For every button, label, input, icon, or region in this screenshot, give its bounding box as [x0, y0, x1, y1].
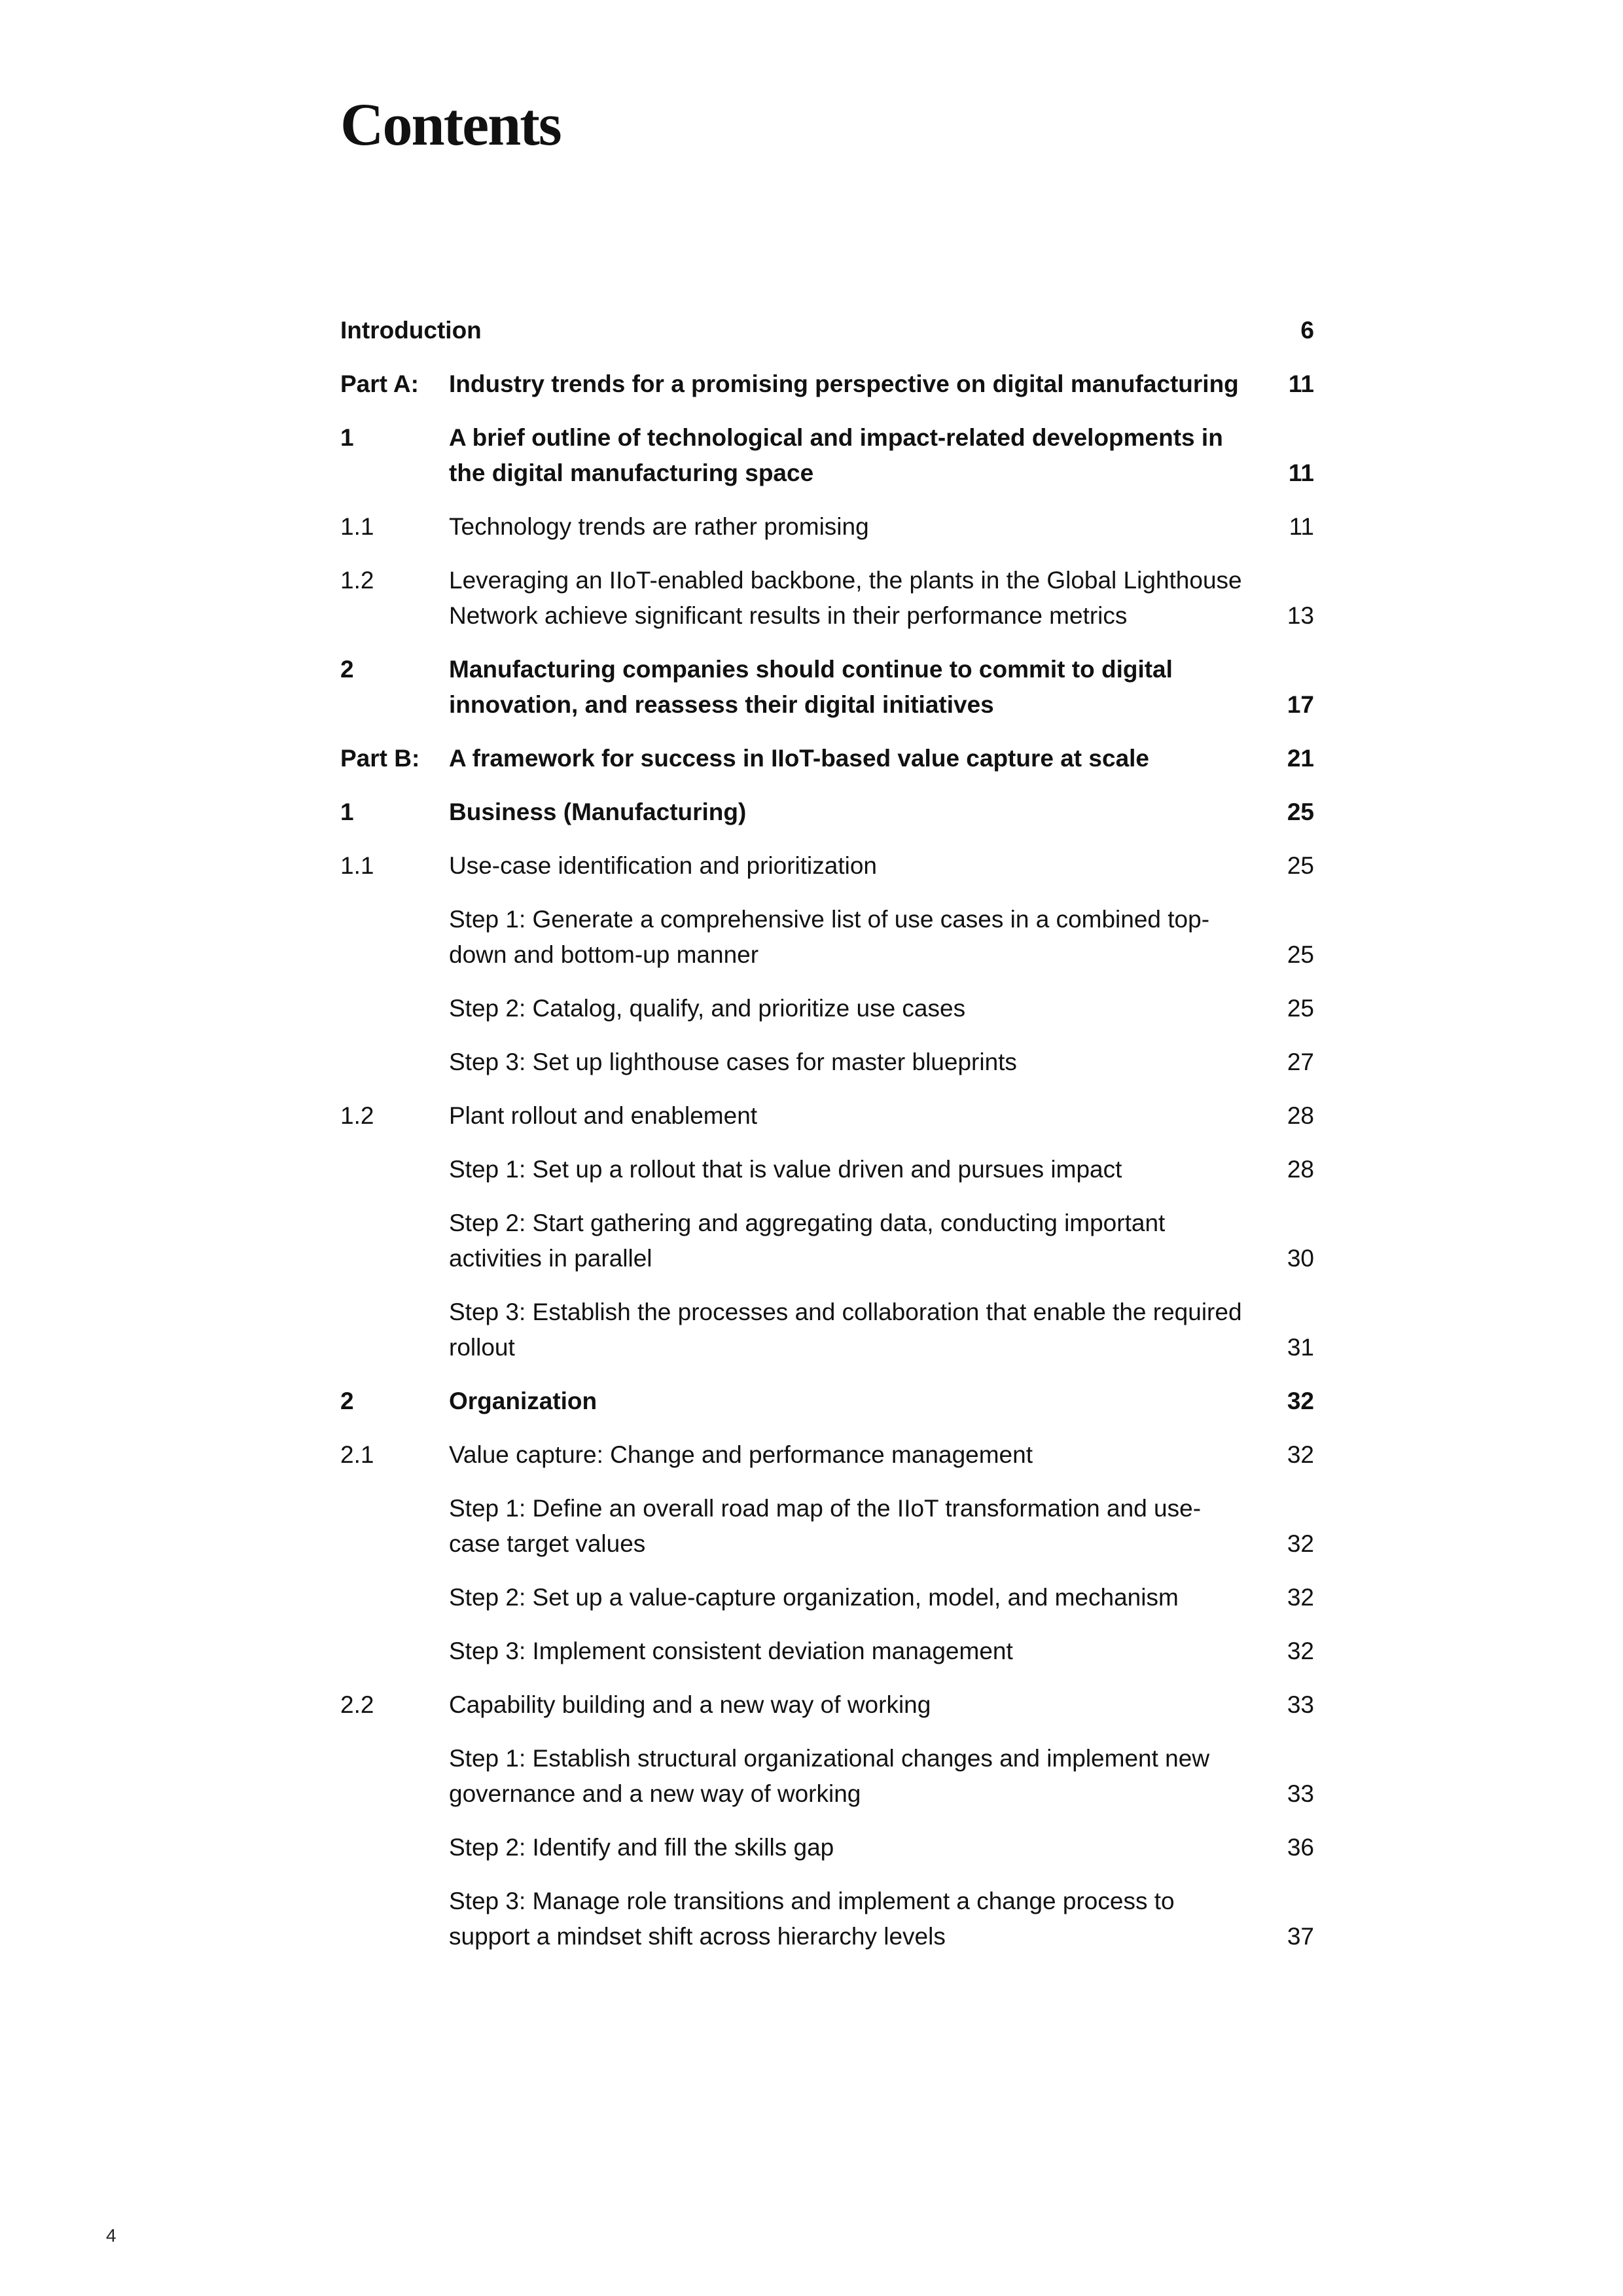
toc-entry-page: 32 [1287, 1584, 1314, 1611]
toc-entry[interactable] [340, 420, 1314, 491]
toc-entry-title: Industry trends for a promising perspective on digital manufacturing [449, 370, 1239, 397]
toc-entry-page: 11 [1288, 459, 1314, 486]
toc-entry-title: Step 3: Manage role transitions and implement a change process to support a mindset shift across hierarchy levels [449, 1888, 1175, 1950]
toc-entry-page: 13 [1287, 602, 1314, 629]
toc-entry-page: 31 [1287, 1334, 1314, 1361]
toc-entry-title: Step 3: Set up lighthouse cases for master blueprints [449, 1049, 1017, 1075]
toc-entry[interactable] [340, 1634, 1314, 1669]
toc-entry[interactable] [340, 1580, 1314, 1615]
toc-entry[interactable] [340, 1206, 1314, 1276]
toc-entry-title: Step 1: Set up a rollout that is value driven and pursues impact [449, 1156, 1122, 1183]
toc-entry[interactable] [340, 1384, 1314, 1419]
toc-entry-page: 11 [1288, 370, 1314, 397]
page-title: Contents [340, 91, 561, 158]
toc-entry[interactable] [340, 1830, 1314, 1865]
toc-entry-page: 37 [1287, 1923, 1314, 1950]
toc-entry-number: 1 [340, 424, 354, 451]
toc-entry-page: 32 [1287, 1638, 1314, 1664]
toc-entry[interactable] [340, 367, 1314, 402]
toc-entry-page: 28 [1287, 1102, 1314, 1129]
toc-entry[interactable] [340, 1152, 1314, 1187]
toc-entry-title: Plant rollout and enablement [449, 1102, 758, 1129]
toc-entry-title: Step 2: Set up a value-capture organization, model, and mechanism [449, 1584, 1179, 1611]
toc-entry[interactable] [340, 1491, 1314, 1562]
toc-entry-number: 2.1 [340, 1441, 374, 1468]
toc-entry-title: Step 1: Define an overall road map of the IIoT transformation and use-case target values [449, 1495, 1202, 1557]
toc-entry-page: 25 [1287, 798, 1314, 825]
toc-entry[interactable] [340, 1295, 1314, 1365]
toc-entry-number: Part A: [340, 370, 419, 397]
toc-entry-title: A brief outline of technological and impact-related developments in the digital manufacturing space [449, 424, 1223, 486]
toc-entry-page: 36 [1287, 1834, 1314, 1861]
toc-entry[interactable] [340, 848, 1314, 884]
toc-entry-page: 32 [1287, 1388, 1314, 1414]
toc-entry-page: 33 [1287, 1780, 1314, 1807]
toc-entry-number: 1.1 [340, 852, 374, 879]
toc-entry[interactable] [340, 1884, 1314, 1954]
toc-entry-number: Introduction [340, 317, 482, 344]
toc-entry-page: 32 [1287, 1441, 1314, 1468]
toc-entry-page: 6 [1300, 317, 1314, 344]
toc-entry-number: 1.2 [340, 1102, 374, 1129]
toc-entry[interactable] [340, 741, 1314, 776]
toc-entry-number: 1.1 [340, 513, 374, 540]
toc-entry-number: Part B: [340, 745, 420, 772]
toc-entry[interactable] [340, 795, 1314, 830]
toc-entry-page: 27 [1287, 1049, 1314, 1075]
toc-entry-title: A framework for success in IIoT-based value capture at scale [449, 745, 1150, 772]
toc-entry[interactable] [340, 1045, 1314, 1080]
toc-entry[interactable] [340, 1687, 1314, 1723]
toc-entry-page: 25 [1287, 852, 1314, 879]
toc-entry-number: 2 [340, 656, 354, 683]
toc-entry-page: 11 [1289, 513, 1314, 540]
toc-entry-title: Business (Manufacturing) [449, 798, 747, 825]
toc-entry[interactable] [340, 313, 1314, 348]
toc-entry-number: 2.2 [340, 1691, 374, 1718]
table-of-contents [340, 313, 1314, 1973]
toc-entry[interactable] [340, 652, 1314, 723]
toc-entry-page: 25 [1287, 941, 1314, 968]
toc-entry-page: 17 [1287, 691, 1314, 718]
toc-entry-title: Step 3: Implement consistent deviation management [449, 1638, 1013, 1664]
toc-entry-title: Step 2: Identify and fill the skills gap [449, 1834, 834, 1861]
toc-entry-title: Step 1: Generate a comprehensive list of use cases in a combined top-down and bottom-up manner [449, 906, 1210, 968]
page-number: 4 [106, 2225, 116, 2246]
toc-entry-title: Manufacturing companies should continue to commit to digital innovation, and reassess their digital initiatives [449, 656, 1173, 718]
toc-entry-title: Capability building and a new way of working [449, 1691, 931, 1718]
toc-entry-number: 1 [340, 798, 354, 825]
toc-entry[interactable] [340, 902, 1314, 973]
toc-entry-title: Use-case identification and prioritization [449, 852, 878, 879]
toc-entry[interactable] [340, 1098, 1314, 1134]
toc-entry-title: Technology trends are rather promising [449, 513, 869, 540]
toc-entry-page: 33 [1287, 1691, 1314, 1718]
toc-entry-page: 28 [1287, 1156, 1314, 1183]
toc-entry[interactable] [340, 991, 1314, 1026]
toc-entry-title: Step 3: Establish the processes and collaboration that enable the required rollout [449, 1299, 1242, 1361]
toc-entry[interactable] [340, 563, 1314, 634]
toc-entry-page: 21 [1287, 745, 1314, 772]
toc-entry-page: 30 [1287, 1245, 1314, 1272]
toc-entry-title: Organization [449, 1388, 597, 1414]
toc-entry-number: 1.2 [340, 567, 374, 594]
toc-entry-title: Value capture: Change and performance management [449, 1441, 1033, 1468]
toc-entry[interactable] [340, 509, 1314, 545]
toc-entry-page: 32 [1287, 1530, 1314, 1557]
toc-entry-number: 2 [340, 1388, 354, 1414]
toc-entry[interactable] [340, 1437, 1314, 1473]
toc-entry-title: Leveraging an IIoT-enabled backbone, the plants in the Global Lighthouse Network achieve significant results in their performance metrics [449, 567, 1242, 629]
toc-entry-title: Step 2: Catalog, qualify, and prioritize use cases [449, 995, 966, 1022]
toc-entry-page: 25 [1287, 995, 1314, 1022]
toc-entry-title: Step 2: Start gathering and aggregating data, conducting important activities in parallel [449, 1210, 1166, 1272]
toc-entry-title: Step 1: Establish structural organizational changes and implement new governance and a new way of working [449, 1745, 1210, 1807]
toc-entry[interactable] [340, 1741, 1314, 1812]
